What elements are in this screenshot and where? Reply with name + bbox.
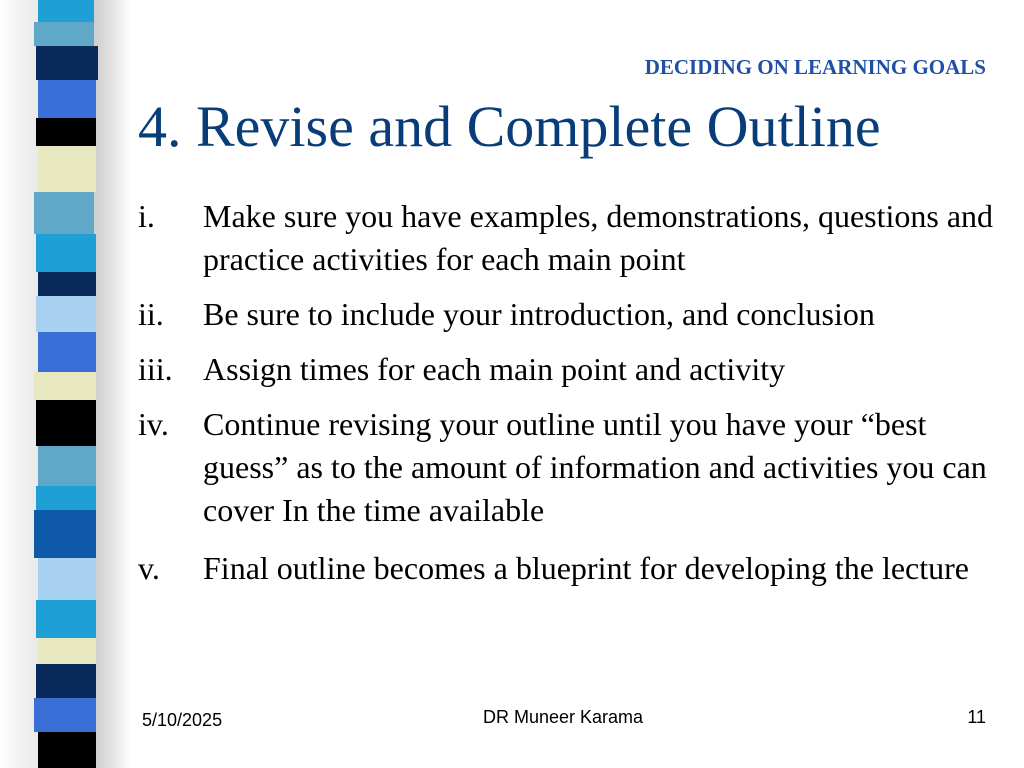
list-item (138, 293, 998, 336)
footer-author: DR Muneer Karama (482, 707, 644, 727)
list-item (138, 195, 998, 281)
list-item (138, 403, 998, 532)
list-item (138, 544, 998, 592)
list-item-number: i. (138, 198, 155, 234)
list-item-text: Make sure you have examples, demonstrations, questions and practice activities for each main point (203, 198, 994, 277)
list-item-text: Final outline becomes a blueprint for developing the lecture (203, 550, 969, 586)
decorative-color-strip (34, 0, 98, 768)
list-item-number: ii. (138, 296, 164, 332)
list-item-number: iv. (138, 406, 169, 442)
slide-header: DECIDING ON LEARNING GOALS (644, 55, 986, 79)
list-item-text: Assign times for each main point and activity (203, 351, 786, 387)
list-item-text: Continue revising your outline until you have your “best guess” as to the amount of information and activities you can cover In the time available (203, 406, 987, 528)
footer-date: 5/10/2025 (142, 710, 223, 730)
list-item-number: v. (138, 550, 160, 586)
slide-title: 4. Revise and Complete Outline (138, 94, 881, 159)
footer-page-number: 11 (967, 707, 986, 727)
list-item-number: iii. (138, 351, 173, 387)
list-item (138, 348, 998, 391)
outline-list (138, 195, 998, 604)
list-item-text: Be sure to include your introduction, and conclusion (203, 296, 875, 332)
